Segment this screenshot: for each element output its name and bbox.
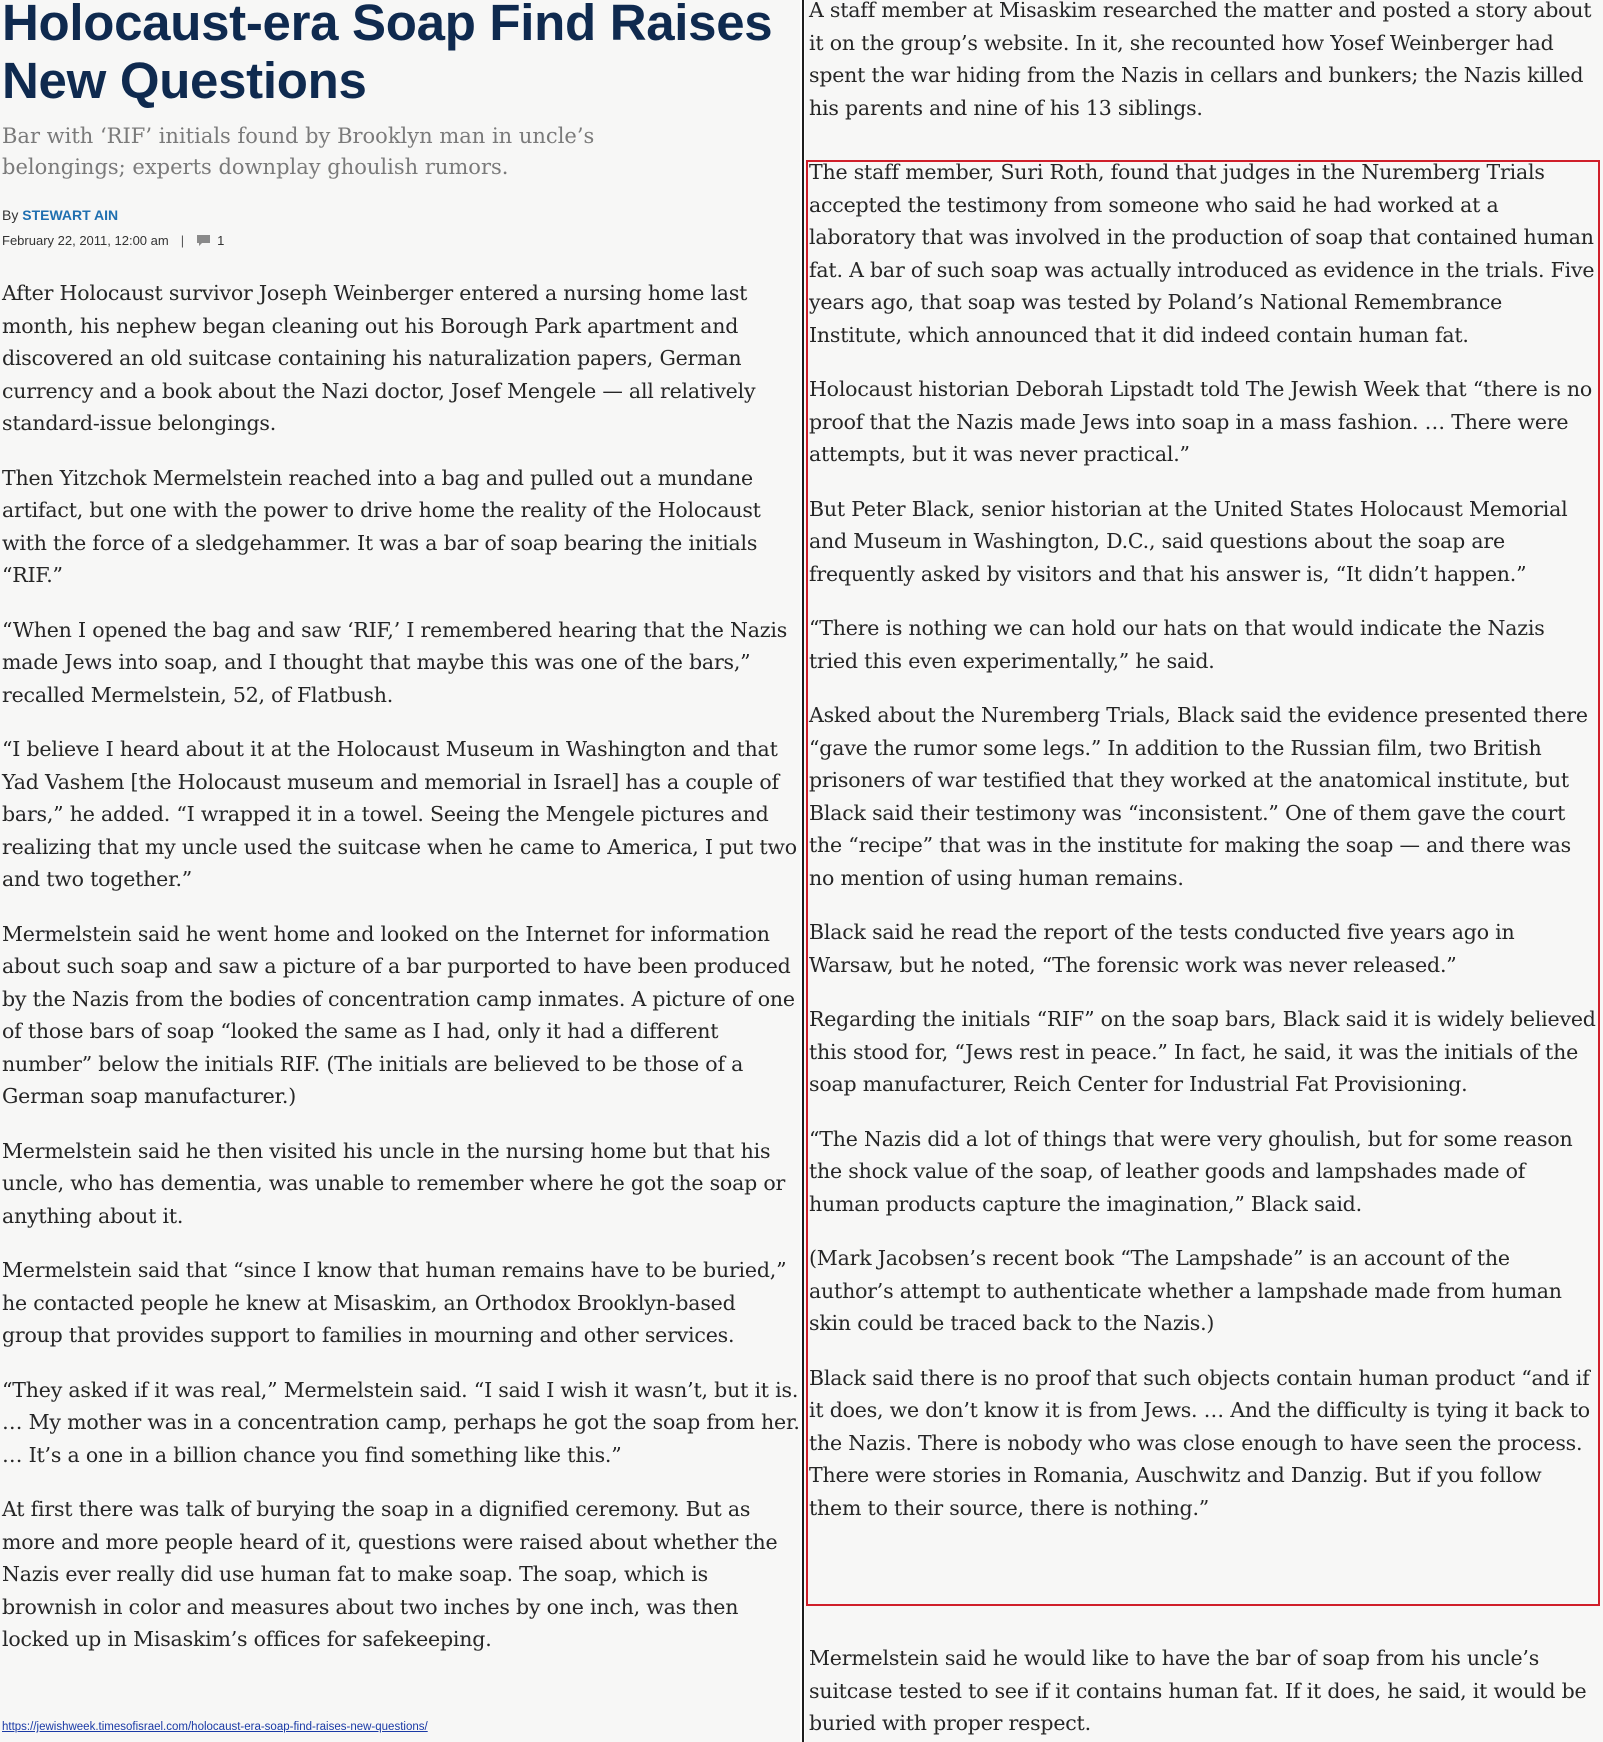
paragraph: Mermelstein said he then visited his uncle in the nursing home but that his uncle, who has dementia, was unable to remember where he got the soap or anything about it. [2,1138,786,1228]
right-top-body [809,0,1599,146]
paragraph: Mermelstein said he went home and looked on the Internet for information about such soap and saw a picture of a bar purported to have been produced by the Nazis from the bodies of concentration camp inmates. A picture of one of those bars of soap “looked the same as I had, only it had a different number” below the initials RIF. (The initials are believed to be those of a German soap manufacturer.) [2,921,795,1108]
highlighted-passage [809,156,1599,1546]
paragraph: Mermelstein said that “since I know that human remains have to be buried,” he contacted people he knew at Misaskim, an Orthodox Brooklyn-based group that provides support to families in mourning and other services. [2,1258,787,1347]
comment-count[interactable]: 1 [217,233,225,248]
paragraph: Holocaust historian Deborah Lipstadt told The Jewish Week that “there is no proof that the Nazis made Jews into soap in a mass fashion. … There were attempts, but it was never practical.” [809,377,1593,466]
dateline-separator: | [180,233,185,248]
paragraph: The staff member, Suri Roth, found that judges in the Nuremberg Trials accepted the testimony from someone who said he had worked at a laboratory that was involved in the production of soap that contained human fat. A bar of such soap was actually introduced as evidence in the trials. Five years ago, that soap was tested by Poland’s National Remembrance Institute, which announced that it did indeed contain human fat. [809,160,1595,347]
author-link[interactable]: STEWART AIN [22,207,119,223]
paragraph: “When I opened the bag and saw ‘RIF,’ I remembered hearing that the Nazis made Jews into soap, and I thought that maybe this was one of the bars,” recalled Mermelstein, 52, of Flatbush. [2,617,788,707]
paragraph: (Mark Jacobsen’s recent book “The Lampshade” is an account of the author’s attempt to authenticate whether a lampshade made from human skin could be traced back to the Nazis.) [809,1246,1562,1335]
right-bottom-body [809,1642,1599,1742]
paragraph: But Peter Black, senior historian at the United States Holocaust Memorial and Museum in Washington, D.C., said questions about the soap are frequently asked by visitors and that his answer is, “It didn’t happen.” [809,496,1568,586]
paragraph: Black said he read the report of the tests conducted five years ago in Warsaw, but he noted, “The forensic work was never released.” [809,920,1515,977]
paragraph: A staff member at Misaskim researched the matter and posted a story about it on the group’s website. In it, she recounted how Yosef Weinberger had spent the war hiding from the Nazis in cellars and bunkers; the Nazis killed his parents and nine of his 13 siblings. [809,0,1592,120]
comment-icon[interactable] [196,234,211,247]
column-divider [802,0,804,1742]
left-column [0,0,800,1742]
paragraph: “The Nazis did a lot of things that were very ghoulish, but for some reason the shock value of the soap, of leather goods and lampshades made of human products capture the imagination,” Black said. [809,1126,1573,1216]
publish-date: February 22, 2011, 12:00 am [2,233,169,248]
paragraph: Asked about the Nuremberg Trials, Black said the evidence presented there “gave the rumor some legs.” In addition to the Russian film, two British prisoners of war testified that they worked at the anatomical institute, but Black said their testimony was “inconsistent.” One of them gave the court the “recipe” that was in the institute for making the soap — and there was no mention of using human remains. [809,703,1588,890]
article-headline: Holocaust-era Soap Find Raises New Questions [2,0,773,109]
source-url[interactable]: https://jewishweek.timesofisrael.com/holocaust-era-soap-find-raises-new-questions/ [2,1721,428,1733]
paragraph: “There is nothing we can hold our hats on that would indicate the Nazis tried this even experimentally,” he said. [809,616,1545,673]
paragraph: At first there was talk of burying the soap in a dignified ceremony. But as more and more people heard of it, questions were raised about whether the Nazis ever really did use human fat to make soap. The soap, which is brownish in color and measures about two inches by one inch, was then locked up in Misaskim’s offices for safekeeping. [2,1497,778,1651]
paragraph: Mermelstein said he would like to have the bar of soap from his uncle’s suitcase tested to see if it contains human fat. If it does, he said, it would be buried with proper respect. [809,1646,1587,1735]
byline [2,207,118,223]
article-subheadline: Bar with ‘RIF’ initials found by Brooklyn man in uncle’s belongings; experts downplay ghoulish rumors. [2,124,595,179]
paragraph: “I believe I heard about it at the Holocaust Museum in Washington and that Yad Vashem [the Holocaust museum and memorial in Israel] has a couple of bars,” he added. “I wrapped it in a towel. Seeing the Mengele pictures and realizing that my uncle used the suitcase when he came to America, I put two and two together.” [2,737,797,891]
left-article-body [2,277,800,1678]
paragraph: Then Yitzchok Mermelstein reached into a bag and pulled out a mundane artifact, but one with the power to drive home the reality of the Holocaust with the force of a sledgehammer. It was a bar of soap bearing the initials “RIF.” [2,465,761,587]
paragraph: “They asked if it was real,” Mermelstein said. “I said I wish it wasn’t, but it is. … My mother was in a concentration camp, perhaps he got the soap from her. … It’s a one in a billion chance you find something like this.” [2,1377,800,1467]
dateline [2,233,224,248]
paragraph: After Holocaust survivor Joseph Weinberger entered a nursing home last month, his nephew began cleaning out his Borough Park apartment and discovered an old suitcase containing his naturalization papers, German currency and a book about the Nazi doctor, Josef Mengele — all relatively standard-issue belongings. [2,281,756,435]
paragraph: Black said there is no proof that such objects contain human product “and if it does, we don’t know it is from Jews. … And the difficulty is tying it back to the Nazis. There is nobody who was close enough to have seen the process. There were stories in Romania, Auschwitz and Danzig. But if you follow them to their source, there is nothing.” [809,1365,1590,1520]
paragraph: Regarding the initials “RIF” on the soap bars, Black said it is widely believed this stood for, “Jews rest in peace.” In fact, he said, it was the initials of the soap manufacturer, Reich Center for Industrial Fat Provisioning. [809,1007,1596,1096]
byline-prefix: By [2,207,19,223]
right-column [805,0,1603,1742]
